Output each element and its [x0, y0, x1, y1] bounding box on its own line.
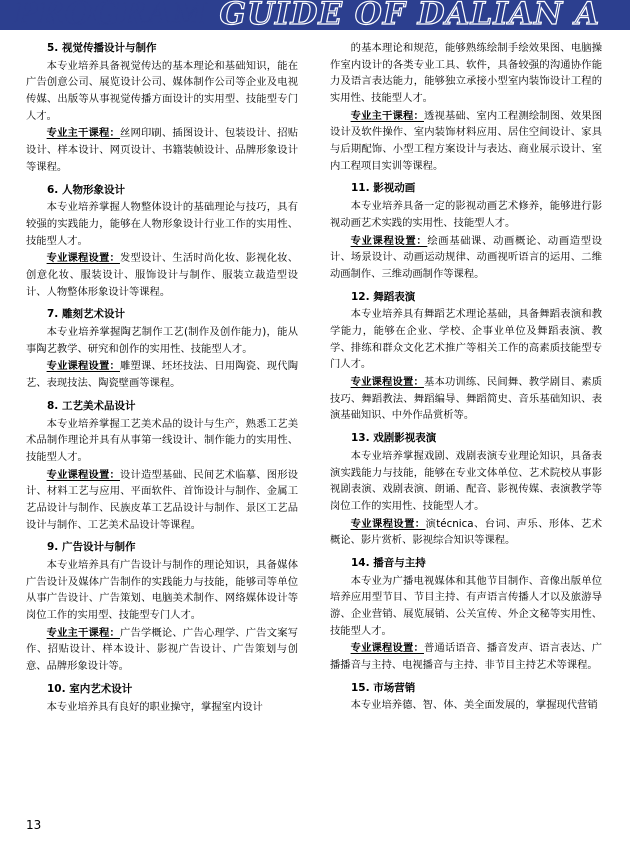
section-heading: 9. 广告设计与制作 [47, 541, 136, 554]
section-heading: 6. 人物形象设计 [47, 183, 125, 196]
section-heading: 14. 播音与主持 [351, 556, 426, 569]
courses-text: 普通话语音、播音发声、语言表达、广播播音与主持、电视播音与主持、非节目主持艺术等课程。 [330, 642, 603, 672]
banner-title [14, 0, 600, 32]
courses-text: 绘画基础课、动画概论、动画造型设计、场景设计、动画运动规律、动画视听语言的运用、二维动画制作、三维动画制作等课程。 [330, 234, 603, 280]
courses-lead: 专业课程设置： [46, 252, 120, 265]
section-body: 本专业培养掌握工艺美术品的设计与生产，熟悉工艺美术品制作理论并具有从事第一线设计、制作能力的实用性、技能型人才。 [26, 417, 298, 463]
section-heading: 15. 市场营销 [351, 681, 416, 694]
section-interior-art-design [26, 681, 298, 715]
section-heading: 10. 室内艺术设计 [47, 682, 133, 695]
section-courses [330, 233, 602, 283]
section-body: 的基本理论和规范，能够熟练绘制手绘效果图、电脑操作室内设计的各类专业工具、软件，具备较强的沟通协作能力及语言表达能力，能够独立承接小型室内装饰设计工程的实用性、技能型人才。 [330, 42, 602, 105]
section-courses [330, 640, 602, 673]
section-sculpture-art-design [26, 306, 298, 391]
section-courses [330, 108, 602, 175]
section-courses [26, 125, 298, 175]
courses-lead: 专业课程设置： [350, 642, 424, 655]
page-banner [0, 0, 630, 36]
section-heading: 5. 视觉传播设计与制作 [47, 42, 157, 54]
left-column [26, 40, 298, 716]
section-heading: 12. 舞蹈表演 [351, 290, 416, 303]
section-dance-performance [330, 289, 602, 425]
courses-lead: 专业主干课程： [46, 626, 120, 639]
banner-title-solid: PROGRAM [14, 0, 208, 32]
section-broadcasting-hosting [330, 555, 602, 674]
courses-lead: 专业主干课程： [46, 127, 120, 140]
section-film-animation [330, 180, 602, 282]
page-body [0, 40, 630, 830]
courses-text: 演técnica、台词、声乐、形体、艺术概论、影片赏析、影视综合知识等课程。 [330, 517, 602, 547]
courses-lead: 专业课程设置： [350, 517, 426, 530]
section-body: 本专业培养掌握戏剧、戏剧表演专业理论知识，具备表演实践能力与技能，能够在专业文体单位、艺术院校从事影视剧表演、戏剧表演、朗诵、配音、影视传媒、表演教学等岗位工作的实用性、技能型人才。 [330, 449, 602, 512]
section-craft-art-product-design [26, 398, 298, 534]
section-visual-communication [26, 40, 298, 176]
courses-text: 基本功训练、民间舞、教学剧目、素质技巧、舞蹈教法、舞蹈编导、舞蹈简史、音乐基础知识、表演基础知识、中外作品赏析等。 [330, 376, 603, 422]
courses-text: 丝网印刷、插图设计、包装设计、招贴设计、样本设计、网页设计、书籍装帧设计、品牌形象设计等课程。 [26, 127, 299, 173]
section-courses [330, 374, 602, 424]
section-body: 本专业培养掌握人物整体设计的基础理论与技巧，具有较强的实践能力，能够在人物形象设计行业工作的实用性、技能型人才。 [26, 201, 298, 247]
section-courses [26, 358, 298, 391]
section-body: 本专业培养具备视觉传达的基本理论和基础知识，能在广告创意公司、展览设计公司、媒体制作公司等企业及电视传媒、出版等从事视觉传播方面设计的实用型、技能型专门人才。 [26, 59, 298, 122]
section-courses [26, 467, 298, 534]
courses-text: 广告学概论、广告心理学、广告文案写作、招贴设计、样本设计、影视广告设计、广告策划与创意、品牌形象设计等。 [26, 626, 299, 673]
courses-lead: 专业课程设置： [46, 468, 120, 481]
right-column [330, 40, 602, 715]
section-drama-film-performance [330, 430, 602, 549]
section-body: 本专业培养具有良好的职业操守，掌握室内设计 [46, 700, 263, 713]
courses-lead: 专业主干课程： [350, 109, 424, 122]
section-interior-art-design-continued [330, 40, 602, 174]
courses-text: 发型设计、生活时尚化妆、影视化妆、创意化妆、服装设计、服饰设计与制作、服装立裁造型设计、人物整体形象设计等课程。 [26, 252, 299, 298]
courses-lead: 专业课程设置： [350, 234, 428, 247]
courses-lead: 专业课程设置： [350, 376, 424, 389]
section-courses [26, 625, 298, 675]
section-heading: 13. 戏剧影视表演 [351, 432, 437, 445]
page-number: 13 [26, 818, 42, 832]
section-marketing [330, 680, 602, 714]
section-courses [330, 516, 602, 549]
section-heading: 7. 雕刻艺术设计 [47, 308, 125, 321]
section-body: 本专业为广播电视媒体和其他节目制作、音像出版单位培养应用型节目、节目主持、有声语言传播人才以及旅游导游、企业营销、展览展销、公关宣传、外企文秘等实用性、技能型人才。 [330, 574, 602, 637]
section-heading: 8. 工艺美术品设计 [47, 399, 136, 412]
section-courses [26, 250, 298, 300]
courses-text: 雕塑课、坯坯技法、日用陶瓷、现代陶艺、表现技法、陶瓷壁画等课程。 [26, 360, 299, 390]
section-advertising-design [26, 539, 298, 675]
courses-lead: 专业课程设置： [46, 360, 120, 373]
section-heading: 11. 影视动画 [351, 182, 416, 195]
section-body: 本专业培养掌握陶艺制作工艺(制作及创作能力)，能从事陶艺教学、研究和创作的实用性、技能型人才。 [26, 326, 298, 355]
section-body: 本专业培养具备一定的影视动画艺术修养，能够进行影视动画艺术实践的实用性、技能型人才。 [330, 200, 602, 229]
section-character-image-design [26, 182, 298, 301]
section-body: 本专业培养具有舞蹈艺术理论基础，具备舞蹈表演和教学能力，能够在企业、学校、企事业单位及舞蹈表演、教学、排练和群众文化艺术推广等相关工作的高素质技能型专门人才。 [330, 308, 602, 371]
banner-title-hollow: GUIDE OF DALIAN A [219, 0, 601, 32]
courses-text: 透视基础、室内工程测绘制图、效果图设计及软件操作、室内装饰材料应用、居住空间设计、家具与后期配饰、小型工程方案设计与表达、商业展示设计、室内工程项目实训等课程。 [330, 109, 603, 172]
section-body: 本专业培养德、智、体、美全面发展的，掌握现代营销 [350, 699, 598, 712]
courses-text: 设计造型基础、民间艺术临摹、图形设计、材料工艺与应用、平面软件、首饰设计与制作、金属工艺品设计与制作、民族皮革工艺品设计与制作、景区工艺品设计与制作、工艺美术品设计等课程。 [26, 468, 299, 531]
section-body: 本专业培养具有广告设计与制作的理论知识，具备媒体广告设计及媒体广告制作的实践能力与技能，能够司等单位从事广告设计、广告策划、电脑美术制作、网络媒体设计等岗位工作的实用型、技能型专门人才。 [26, 559, 298, 622]
